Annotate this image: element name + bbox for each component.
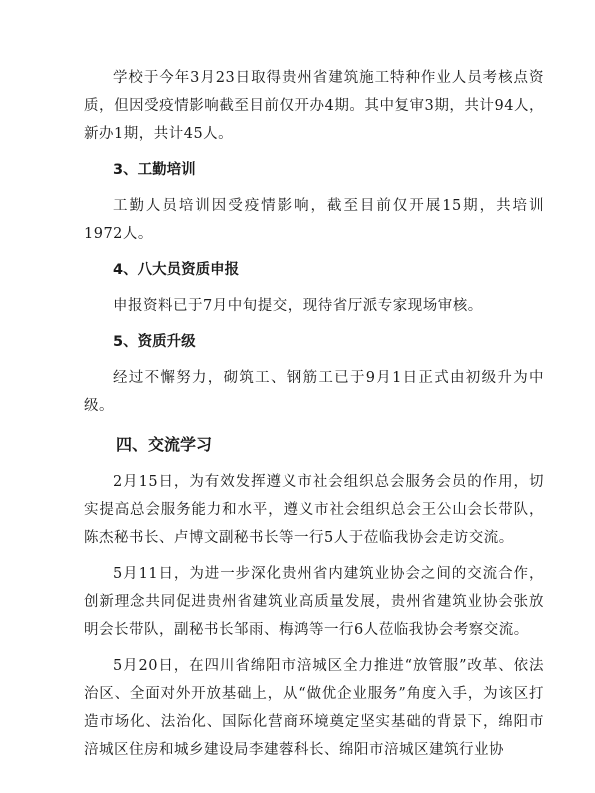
paragraph-qualification-upgrade: 经过不懈努力，砌筑工、钢筋工已于9月1日正式由初级升为中级。 <box>84 370 544 414</box>
heading-qualification-application: 4、八大员资质申报 <box>113 262 240 278</box>
heading-qualification-upgrade: 5、资质升级 <box>113 334 196 350</box>
paragraph-staff-training: 工勤人员培训因受疫情影响，截至目前仅开展15期，共培训1972人。 <box>84 198 544 242</box>
section-title-exchange: 四、交流学习 <box>116 435 213 454</box>
document-body <box>84 64 544 764</box>
paragraph-exchange-may20: 5月20日，在四川省绵阳市涪城区全力推进“放管服”改革、依法治区、全面对外开放基础上，从“做优企业服务”角度入手，为该区打造市场化、法治化、国际化营商环境奠定坚实基础的背景下，绵阳市涪城区住房和城乡建设局李建蓉科长、绵阳市涪城区建筑行业协 <box>84 658 544 758</box>
paragraph-exchange-feb: 2月15日，为有效发挥遵义市社会组织总会服务会员的作用，切实提高总会服务能力和水平，遵义市社会组织总会王公山会长带队，陈杰秘书长、卢博文副秘书长等一行5人于莅临我协会走访交流。 <box>84 474 544 546</box>
paragraph-exchange-may11: 5月11日，为进一步深化贵州省内建筑业协会之间的交流合作，创新理念共同促进贵州省建筑业高质量发展，贵州省建筑业协会张放明会长带队，副秘书长邹雨、梅鸿等一行6人莅临我协会考察交流。 <box>84 566 544 638</box>
paragraph-exam-site: 学校于今年3月23日取得贵州省建筑施工特种作业人员考核点资质，但因受疫情影响截至目前仅开办4期。其中复审3期，共计94人，新办1期，共计45人。 <box>84 70 544 142</box>
heading-staff-training: 3、工勤培训 <box>113 162 196 178</box>
paragraph-qualification-application: 申报资料已于7月中旬提交，现待省厅派专家现场审核。 <box>113 298 483 314</box>
